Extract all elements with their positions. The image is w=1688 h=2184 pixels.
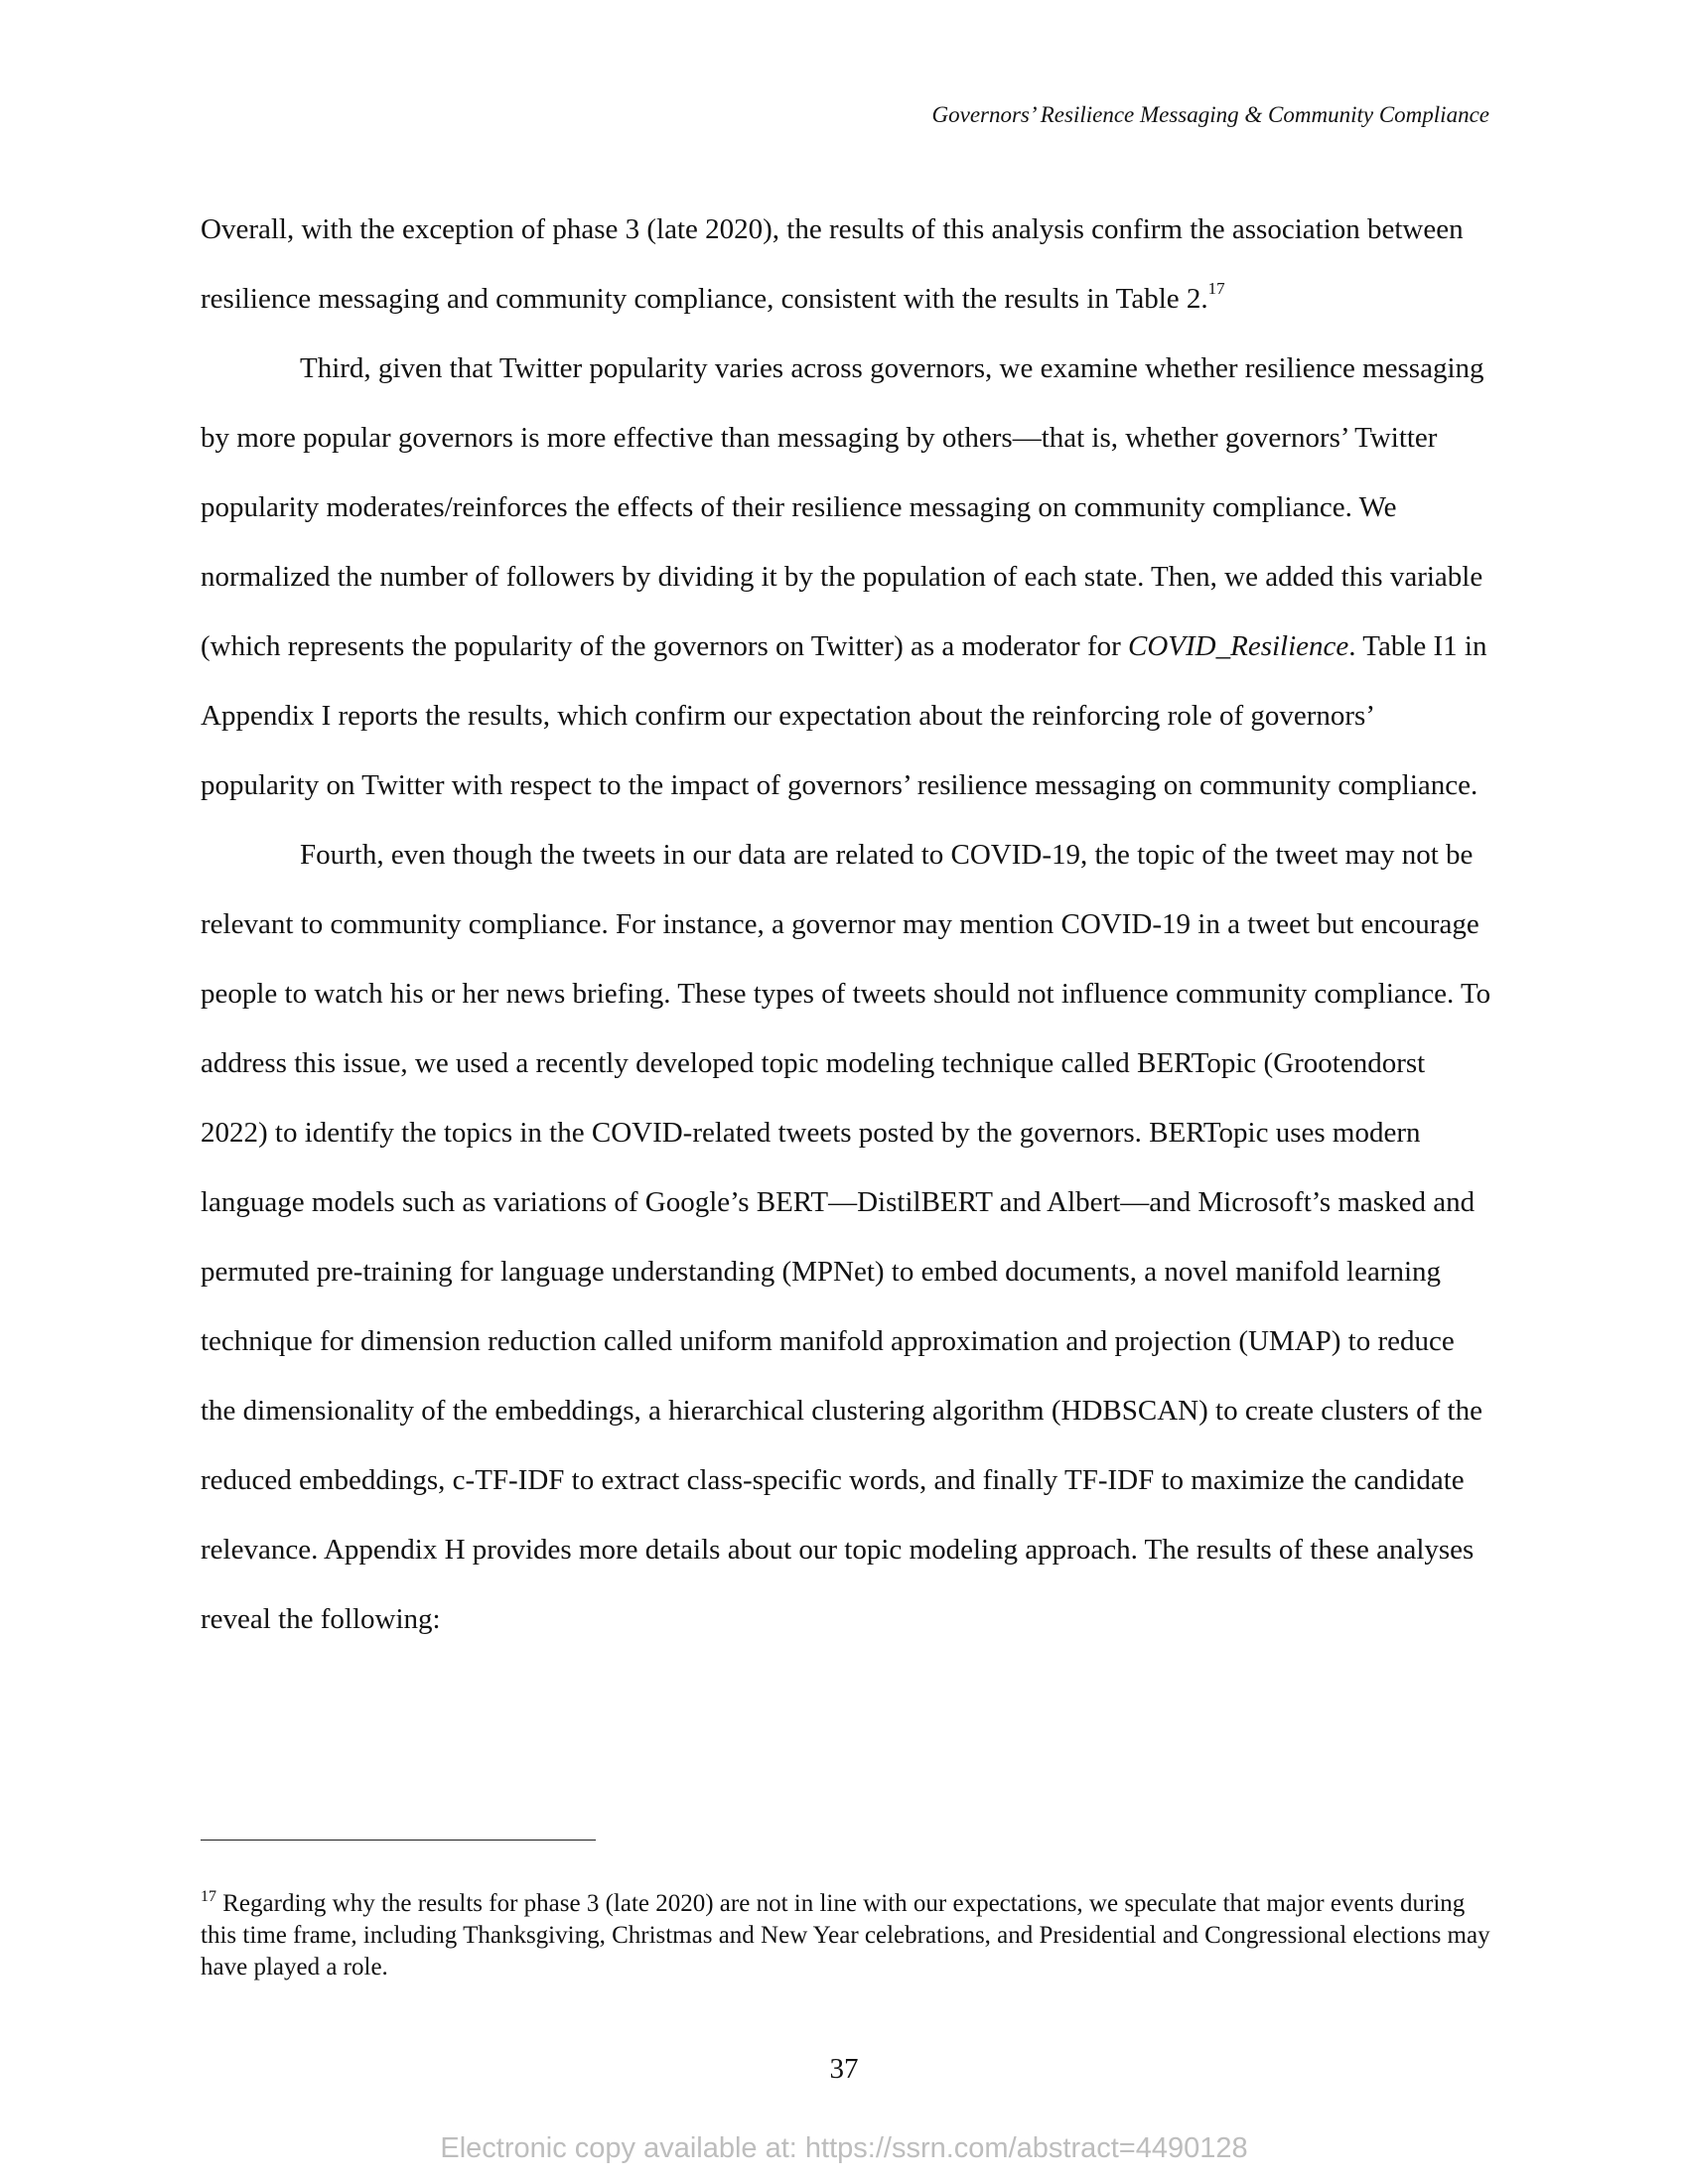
paragraph-third-text-end: . Table I1 in Appendix I reports the results, which confirm our expectation about the reinforcing role of governors’ popularity on Twitter with respect to the impact of governors’ resilience messaging on community compliance. xyxy=(201,630,1487,801)
footnote-divider xyxy=(201,1840,596,1841)
body-text xyxy=(201,195,1491,1654)
paragraph-overall-text: Overall, with the exception of phase 3 (late 2020), the results of this analysis confirm the association between resilience messaging and community compliance, consistent with the results in Table 2. xyxy=(201,213,1464,315)
footnote-text: Regarding why the results for phase 3 (late 2020) are not in line with our expectations, we speculate that major events during this time frame, including Thanksgiving, Christmas and New Year celebrations, and Presidential and Congressional elections may have played a role. xyxy=(201,1890,1490,1980)
page-number: 37 xyxy=(829,2053,859,2085)
footnote-number: 17 xyxy=(201,1888,216,1905)
ssrn-footer-link[interactable]: Electronic copy available at: https://ssrn.com/abstract=4490128 xyxy=(440,2132,1248,2164)
footnote-reference[interactable]: 17 xyxy=(1207,279,1225,298)
paragraph-fourth: Fourth, even though the tweets in our data are related to COVID-19, the topic of the tweet may not be relevant to community compliance. For instance, a governor may mention COVID-19 in a tweet but encourage people to watch his or her news briefing. These types of tweets should not influence community compliance. To address this issue, we used a recently developed topic modeling technique called BERTopic (Grootendorst 2022) to identify the topics in the COVID-related tweets posted by the governors. BERTopic uses modern language models such as variations of Google’s BERT—DistilBERT and Albert—and Microsoft’s masked and permuted pre-training for language understanding (MPNet) to embed documents, a novel manifold learning technique for dimension reduction called uniform manifold approximation and projection (UMAP) to reduce the dimensionality of the embeddings, a hierarchical clustering algorithm (HDBSCAN) to create clusters of the reduced embeddings, c-TF-IDF to extract class-specific words, and finally TF-IDF to maximize the candidate relevance. Appendix H provides more details about our topic modeling approach. The results of these analyses reveal the following: xyxy=(201,839,1491,1635)
running-header: Governors’ Resilience Messaging & Community Compliance xyxy=(931,102,1489,127)
paragraph-third-text-start: Third, given that Twitter popularity varies across governors, we examine whether resilience messaging by more popular governors is more effective than messaging by others—that is, whether governors’ Twitter popularity moderates/reinforces the effects of their resilience messaging on community compliance. We normalized the number of followers by dividing it by the population of each state. Then, we added this variable (which represents the popularity of the governors on Twitter) as a moderator for xyxy=(201,352,1484,662)
paragraph-third xyxy=(201,334,1491,820)
footnote xyxy=(201,1888,1491,1983)
paragraph-overall xyxy=(201,195,1491,334)
variable-name: COVID_Resilience xyxy=(1128,630,1349,662)
